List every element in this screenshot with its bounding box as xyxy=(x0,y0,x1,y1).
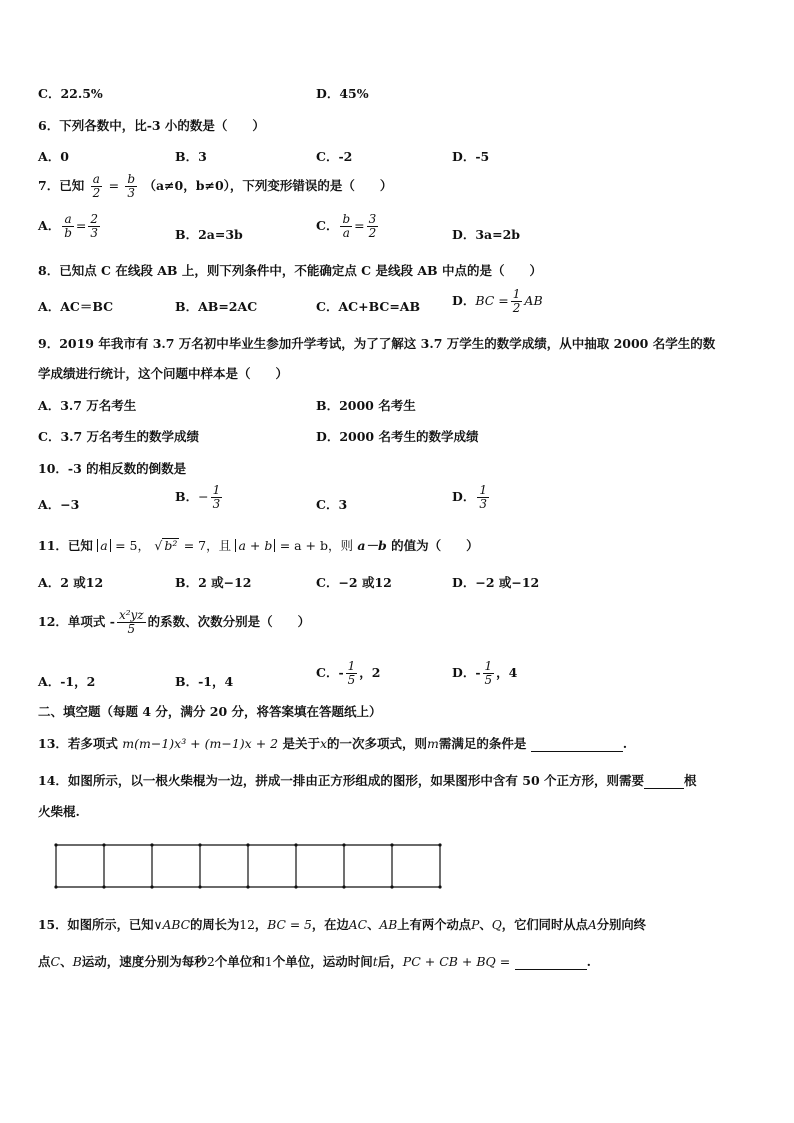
q12-fraction: $\frac{\text{x²yz}}{5}$ xyxy=(118,608,144,636)
q6-option-a: A．0 xyxy=(38,149,69,164)
q10-option-c: C．3 xyxy=(316,497,348,512)
q8-option-c: C．AC+BC=AB xyxy=(316,299,421,314)
match-head xyxy=(246,843,249,846)
match-head xyxy=(54,885,57,888)
q7-option-b: B．2a=3b xyxy=(175,227,243,242)
q7-option-c: C． $\frac{b}{a}$ = $\frac{3}{2}$ xyxy=(316,212,377,240)
q9-option-d: D．2000 名考生的数学成绩 xyxy=(316,429,479,444)
q9-option-c: C．3.7 万名考生的数学成绩 xyxy=(38,429,200,444)
q10-stem: 10．-3 的相反数的倒数是 xyxy=(38,461,187,476)
q7-fraction-a-over-2: $\frac{a}{2}$ xyxy=(92,172,101,200)
q11-option-b: B．2 或−12 xyxy=(175,575,252,590)
match-head xyxy=(198,843,201,846)
match-head xyxy=(246,885,249,888)
section-fill-in-heading: 二、填空题（每题 4 分，满分 20 分，将答案填在答题纸上） xyxy=(38,704,382,719)
q10-option-a: A．−3 xyxy=(38,497,80,512)
match-head xyxy=(342,885,345,888)
q11-option-a: A．2 或12 xyxy=(38,575,104,590)
q10-option-d: D． $\frac{1}{3}$ xyxy=(452,483,487,511)
q15-stem-line2: 点C、B运动，速度分别为每秒2个单位和1个单位，运动时间t后，PC + CB + BQ = . xyxy=(38,954,591,969)
q11-expr: a－b xyxy=(357,538,387,553)
q6-option-c: C．-2 xyxy=(316,149,353,164)
q7-option-d: D．3a=2b xyxy=(452,227,521,242)
q9-option-a: A．3.7 万名考生 xyxy=(38,398,137,413)
q7-stem xyxy=(38,173,392,200)
q13-polynomial: m(m−1)x³ + (m−1)x + 2 xyxy=(122,736,279,751)
match-head xyxy=(294,843,297,846)
q12-option-a: A．-1，2 xyxy=(38,674,96,689)
q15-answer-blank[interactable] xyxy=(515,954,587,970)
q11-stem: 11．已知 a = 5， √ b² = 7，且 a + b = a + b，则 a－b 的值为（ ） xyxy=(38,538,479,553)
match-head xyxy=(102,885,105,888)
q8-option-b: B．AB=2AC xyxy=(175,299,258,314)
q15-stem-line1: 15．如图所示，已知∨ABC的周长为12，BC = 5，在边AC、AB上有两个动点P、Q，它们同时从点A分别向终 xyxy=(38,917,646,932)
q11-sqrt-b2: b² xyxy=(164,538,178,553)
q9-stem-line2: 学成绩进行统计，这个问题中样本是（ ） xyxy=(38,366,289,381)
q6-option-b: B．3 xyxy=(175,149,207,164)
match-head xyxy=(150,885,153,888)
q6-stem: 6．下列各数中，比-3 小的数是（ ） xyxy=(38,118,265,133)
q8-stem: 8．已知点 C 在线段 AB 上，则下列条件中，不能确定点 C 是线段 AB 中点的是（ ） xyxy=(38,263,542,278)
match-head xyxy=(390,885,393,888)
match-head xyxy=(390,843,393,846)
q14-stem-line1: 14．如图所示，以一根火柴棍为一边，拼成一排由正方形组成的图形，如果图形中含有 50 个正方形，则需要 根 xyxy=(38,773,697,788)
q9-option-b: B．2000 名考生 xyxy=(316,398,416,413)
match-head xyxy=(342,843,345,846)
match-head xyxy=(150,843,153,846)
q5-option-d: D．45% xyxy=(316,86,369,101)
q14-stem-line2: 火柴棍. xyxy=(38,804,80,819)
q11-abs-a-plus-b: a + b xyxy=(235,539,275,552)
q8-option-d: D．BC = $\frac{1}{2}$ AB xyxy=(452,287,543,315)
q9-stem-line1: 9．2019 年我市有 3.7 万名初中毕业生参加升学考试，为了了解这 3.7 万学生的数学成绩，从中抽取 2000 名学生的数 xyxy=(38,336,716,351)
q12-option-c: C．- $\frac{1}{5}$ ，2 xyxy=(316,659,381,687)
match-head xyxy=(294,885,297,888)
q12-stem: 12．单项式 - $\frac{\text{x²yz}}{5}$ 的系数、次数分别是（ ） xyxy=(38,608,311,636)
match-head xyxy=(102,843,105,846)
q12-option-d: D．- $\frac{1}{5}$ ，4 xyxy=(452,659,518,687)
match-head xyxy=(198,885,201,888)
q11-option-d: D．−2 或−12 xyxy=(452,575,540,590)
matchstick-squares-figure xyxy=(54,843,446,891)
q8-option-a: A．AC＝BC xyxy=(38,299,114,314)
q5-option-c: C．22.5% xyxy=(38,86,103,101)
q7-prefix: 7．已知 xyxy=(38,178,85,193)
q7-fraction-b-over-3: $\frac{b}{3}$ xyxy=(127,172,136,200)
match-head xyxy=(438,843,441,846)
q11-abs-a: a xyxy=(97,539,110,552)
q13-answer-blank[interactable] xyxy=(531,736,623,752)
q14-answer-blank[interactable] xyxy=(644,773,684,789)
q13-stem: 13．若多项式 m(m−1)x³ + (m−1)x + 2 是关于x的一次多项式，则m需满足的条件是 . xyxy=(38,736,628,751)
q10-option-b: B．− $\frac{1}{3}$ xyxy=(175,483,221,511)
q6-option-d: D．-5 xyxy=(452,149,490,164)
q7-equals: = xyxy=(108,178,120,193)
match-head xyxy=(54,843,57,846)
q11-option-c: C．−2 或12 xyxy=(316,575,392,590)
q7-suffix: （a≠0，b≠0），下列变形错误的是（ ） xyxy=(143,178,393,193)
q7-option-a: A． $\frac{a}{b}$ = $\frac{2}{3}$ xyxy=(38,212,99,240)
q12-option-b: B．-1，4 xyxy=(175,674,234,689)
match-head xyxy=(438,885,441,888)
